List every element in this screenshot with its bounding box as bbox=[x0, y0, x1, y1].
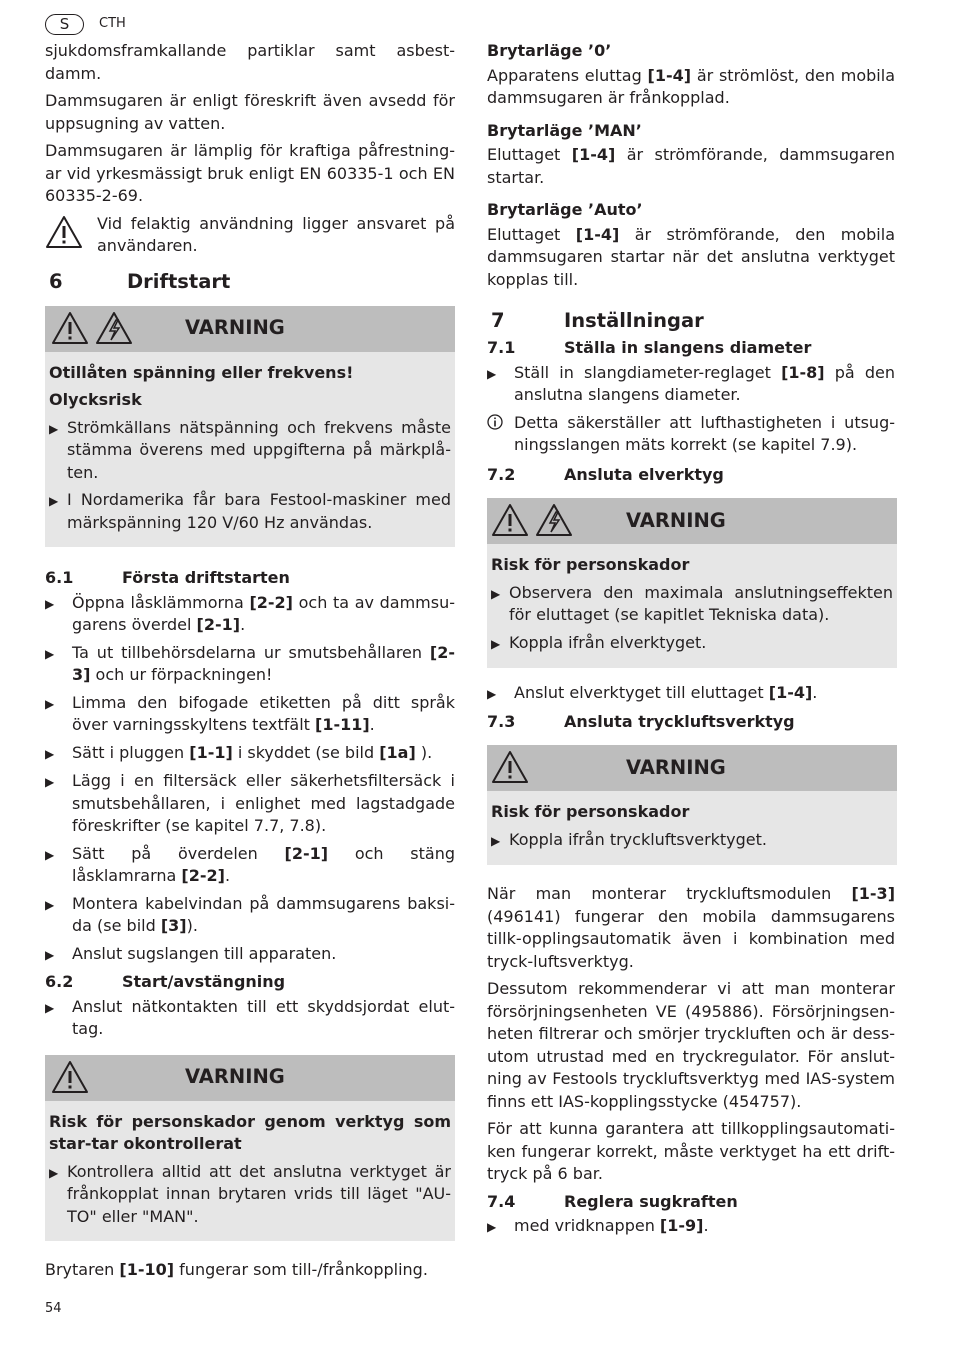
pneumatic-paragraph-1: När man monterar tryckluftsmodulen [1-3] (496141) fungerar den mobila dammsugarens tillk-opplingsautomatik även i kombination med tryck-luftsverktyg. bbox=[487, 884, 895, 971]
bullet-arrow-icon: ▶ bbox=[49, 494, 59, 508]
mode-man-title: Brytarläge ’MAN’ bbox=[487, 120, 642, 140]
warning-box-pneumatic-tool bbox=[487, 745, 897, 865]
bullet-arrow-icon: ▶ bbox=[49, 1165, 59, 1180]
step-item: ▶ Sätt på överdelen [2-1] och stäng låsklamrarna [2-2]. bbox=[45, 843, 455, 888]
bullet-arrow-icon: ▶ bbox=[45, 696, 55, 711]
warning-heading: Risk för personskador genom verktyg som star-tar okontrollerat bbox=[49, 1111, 451, 1153]
warning-triangle-icon bbox=[491, 750, 529, 784]
page-number: 54 bbox=[45, 1301, 62, 1316]
caution-note bbox=[45, 213, 455, 258]
warning-title: VARNING bbox=[626, 508, 726, 532]
language-badge: S bbox=[45, 14, 84, 35]
step-item: ▶ Ta ut tillbehörsdelarna ur smutsbehållaren [2-3] och ur förpackningen! bbox=[45, 642, 455, 687]
bullet-arrow-icon: ▶ bbox=[491, 833, 501, 848]
caution-note-text: Vid felaktig användning ligger ansvaret på användaren. bbox=[97, 213, 455, 255]
step-item: ▶ Limma den bifogade etiketten på ditt språk över varningsskyltens textfält [1-11]. bbox=[45, 692, 455, 737]
mode-0-text: Apparatens eluttag [1-4] är strömlöst, den mobila dammsugaren är frånkopplad. bbox=[487, 65, 895, 107]
warning-heading: Risk för personskador bbox=[491, 555, 690, 574]
warning-heading: Otillåten spänning eller frekvens! bbox=[49, 362, 354, 382]
info-icon bbox=[487, 412, 514, 457]
intro-paragraph-1: sjukdomsframkallande partiklar samt asbest-damm. bbox=[45, 41, 455, 83]
mode-man-text: Eluttaget [1-4] är strömförande, dammsugaren startar. bbox=[487, 145, 896, 187]
warning-box-electric-tool bbox=[487, 498, 897, 668]
warning-triangle-icon bbox=[51, 1060, 89, 1094]
right-column bbox=[487, 40, 895, 1244]
warning-item: ▶ Strömkällans nätspänning och frekvens måste stämma överens med uppgifterna på märkplå-ten. bbox=[49, 417, 451, 485]
left-column bbox=[45, 40, 455, 1287]
bullet-arrow-icon: ▶ bbox=[487, 687, 497, 701]
bullet-arrow-icon: ▶ bbox=[491, 586, 501, 601]
warning-box-voltage bbox=[45, 306, 455, 548]
warning-title: VARNING bbox=[626, 755, 726, 779]
warning-item: ▶ Kontrollera alltid att det anslutna verktyget är frånkopplat innan brytaren vrids till läget "AU-TO" eller "MAN". bbox=[49, 1161, 451, 1229]
bullet-arrow-icon: ▶ bbox=[45, 947, 55, 962]
section-title: Driftstart bbox=[127, 269, 231, 293]
warning-title: VARNING bbox=[185, 316, 285, 340]
first-start-steps bbox=[45, 592, 455, 967]
warning-triangle-icon bbox=[45, 215, 83, 249]
step-item: ▶ Montera kabelvindan på dammsugarens baksi-da (se bild [3]). bbox=[45, 893, 455, 938]
step-item: ▶ Lägg i en filtersäck eller säkerhetsfiltersäck i smutsbehållaren, i enlighet med lagstadgade föreskrifter (se kapitel 7.7, 7.8). bbox=[45, 770, 455, 838]
section-7-2-heading: 7.2 Ansluta elverktyg bbox=[487, 464, 724, 484]
intro-paragraph-3: Dammsugaren är lämplig för kraftiga påfrestning-ar vid yrkesmässigt bruk enligt EN 60335-1 och EN 60335-2-69. bbox=[45, 141, 455, 205]
bullet-arrow-icon: ▶ bbox=[45, 775, 55, 789]
bullet-arrow-icon: ▶ bbox=[487, 366, 497, 381]
mode-0-title: Brytarläge ’0’ bbox=[487, 41, 612, 60]
step-item: ▶ Anslut elverktyget till eluttaget [1-4]. bbox=[487, 682, 895, 706]
section-6-1-heading: 6.1 Första driftstarten bbox=[45, 568, 290, 587]
bullet-arrow-icon: ▶ bbox=[45, 1000, 55, 1015]
bullet-arrow-icon: ▶ bbox=[45, 646, 55, 661]
step-item: ▶ Ställ in slangdiameter-reglaget [1-8] på den anslutna slangens diameter. bbox=[487, 362, 895, 407]
section-7-heading: 7 Inställningar bbox=[491, 309, 704, 332]
warning-item: ▶ I Nordamerika får bara Festool-maskiner med märkspänning 120 V/60 Hz användas. bbox=[49, 489, 451, 534]
step-item: ▶ Anslut nätkontakten till ett skyddsjordat elut-tag. bbox=[45, 996, 455, 1041]
step-item: ▶ med vridknappen [1-9]. bbox=[487, 1215, 895, 1239]
section-7-4-heading: 7.4 Reglera sugkraften bbox=[487, 1191, 738, 1211]
warning-item: ▶ Koppla ifrån tryckluftsverktyget. bbox=[491, 829, 893, 853]
electric-shock-icon bbox=[95, 311, 133, 345]
warning-item: ▶ Observera den maximala anslutningseffekten för eluttaget (se kapitlet Tekniska data). bbox=[491, 582, 893, 627]
switch-paragraph: Brytaren [1-10] fungerar som till-/frånkoppling. bbox=[45, 1260, 428, 1279]
bullet-arrow-icon: ▶ bbox=[487, 1220, 497, 1234]
info-item: Detta säkerställer att lufthastigheten i utsug-ningsslangen mäts korrekt (se kapitel 7.9). bbox=[487, 412, 895, 457]
bullet-arrow-icon: ▶ bbox=[45, 596, 55, 611]
bullet-arrow-icon: ▶ bbox=[45, 746, 55, 761]
step-item: ▶ Anslut sugslangen till apparaten. bbox=[45, 943, 455, 967]
section-6-heading bbox=[49, 270, 455, 294]
step-item: ▶ Öppna låsklämmorna [2-2] och ta av dammsu-garens överdel [2-1]. bbox=[45, 592, 455, 637]
pneumatic-paragraph-3: För att kunna garantera att tillkopplingsautomati-ken fungerar korrekt, måste verktyget ha ett drift-tryck på 6 bar. bbox=[487, 1119, 895, 1183]
mode-auto-text: Eluttaget [1-4] är strömförande, den mobila dammsugaren startar när det anslutna verktyget kopplas till. bbox=[487, 224, 895, 289]
bullet-arrow-icon: ▶ bbox=[491, 636, 501, 651]
bullet-arrow-icon: ▶ bbox=[49, 421, 59, 436]
warning-triangle-icon bbox=[51, 311, 89, 345]
section-6-2-heading: 6.2 Start/avstängning bbox=[45, 972, 286, 991]
warning-subheading: Olycksrisk bbox=[49, 390, 142, 409]
warning-title: VARNING bbox=[185, 1065, 285, 1089]
warning-heading: Risk för personskador bbox=[491, 802, 690, 821]
warning-triangle-icon bbox=[491, 503, 529, 537]
pneumatic-paragraph-2: Dessutom rekommenderar vi att man monterar försörjningsenheten VE (495886). Försörjningsen-heten filtrerar och smörjer tryckluften och är dess-utom utrustad med en tryckregulator. För anslut-ning av Festools tryckluftsverktyg med IAS-system finns ett IAS-kopplingsstycke (454757). bbox=[487, 979, 895, 1111]
section-number: 6 bbox=[49, 269, 63, 293]
bullet-arrow-icon: ▶ bbox=[45, 847, 55, 862]
mode-auto-title: Brytarläge ’Auto’ bbox=[487, 200, 643, 219]
warning-item: ▶ Koppla ifrån elverktyget. bbox=[491, 632, 893, 656]
step-item: ▶ Sätt i pluggen [1-1] i skyddet (se bild [1a] ). bbox=[45, 742, 455, 766]
bullet-arrow-icon: ▶ bbox=[45, 897, 55, 912]
product-code: CTH bbox=[99, 16, 126, 31]
intro-paragraph-2: Dammsugaren är enligt föreskrift även avsedd för uppsugning av vatten. bbox=[45, 91, 455, 133]
section-7-1-heading: 7.1 Ställa in slangens diameter bbox=[487, 338, 812, 357]
warning-box-uncontrolled-start bbox=[45, 1055, 455, 1242]
electric-shock-icon bbox=[535, 503, 573, 537]
section-7-3-heading: 7.3 Ansluta tryckluftsverktyg bbox=[487, 711, 795, 731]
